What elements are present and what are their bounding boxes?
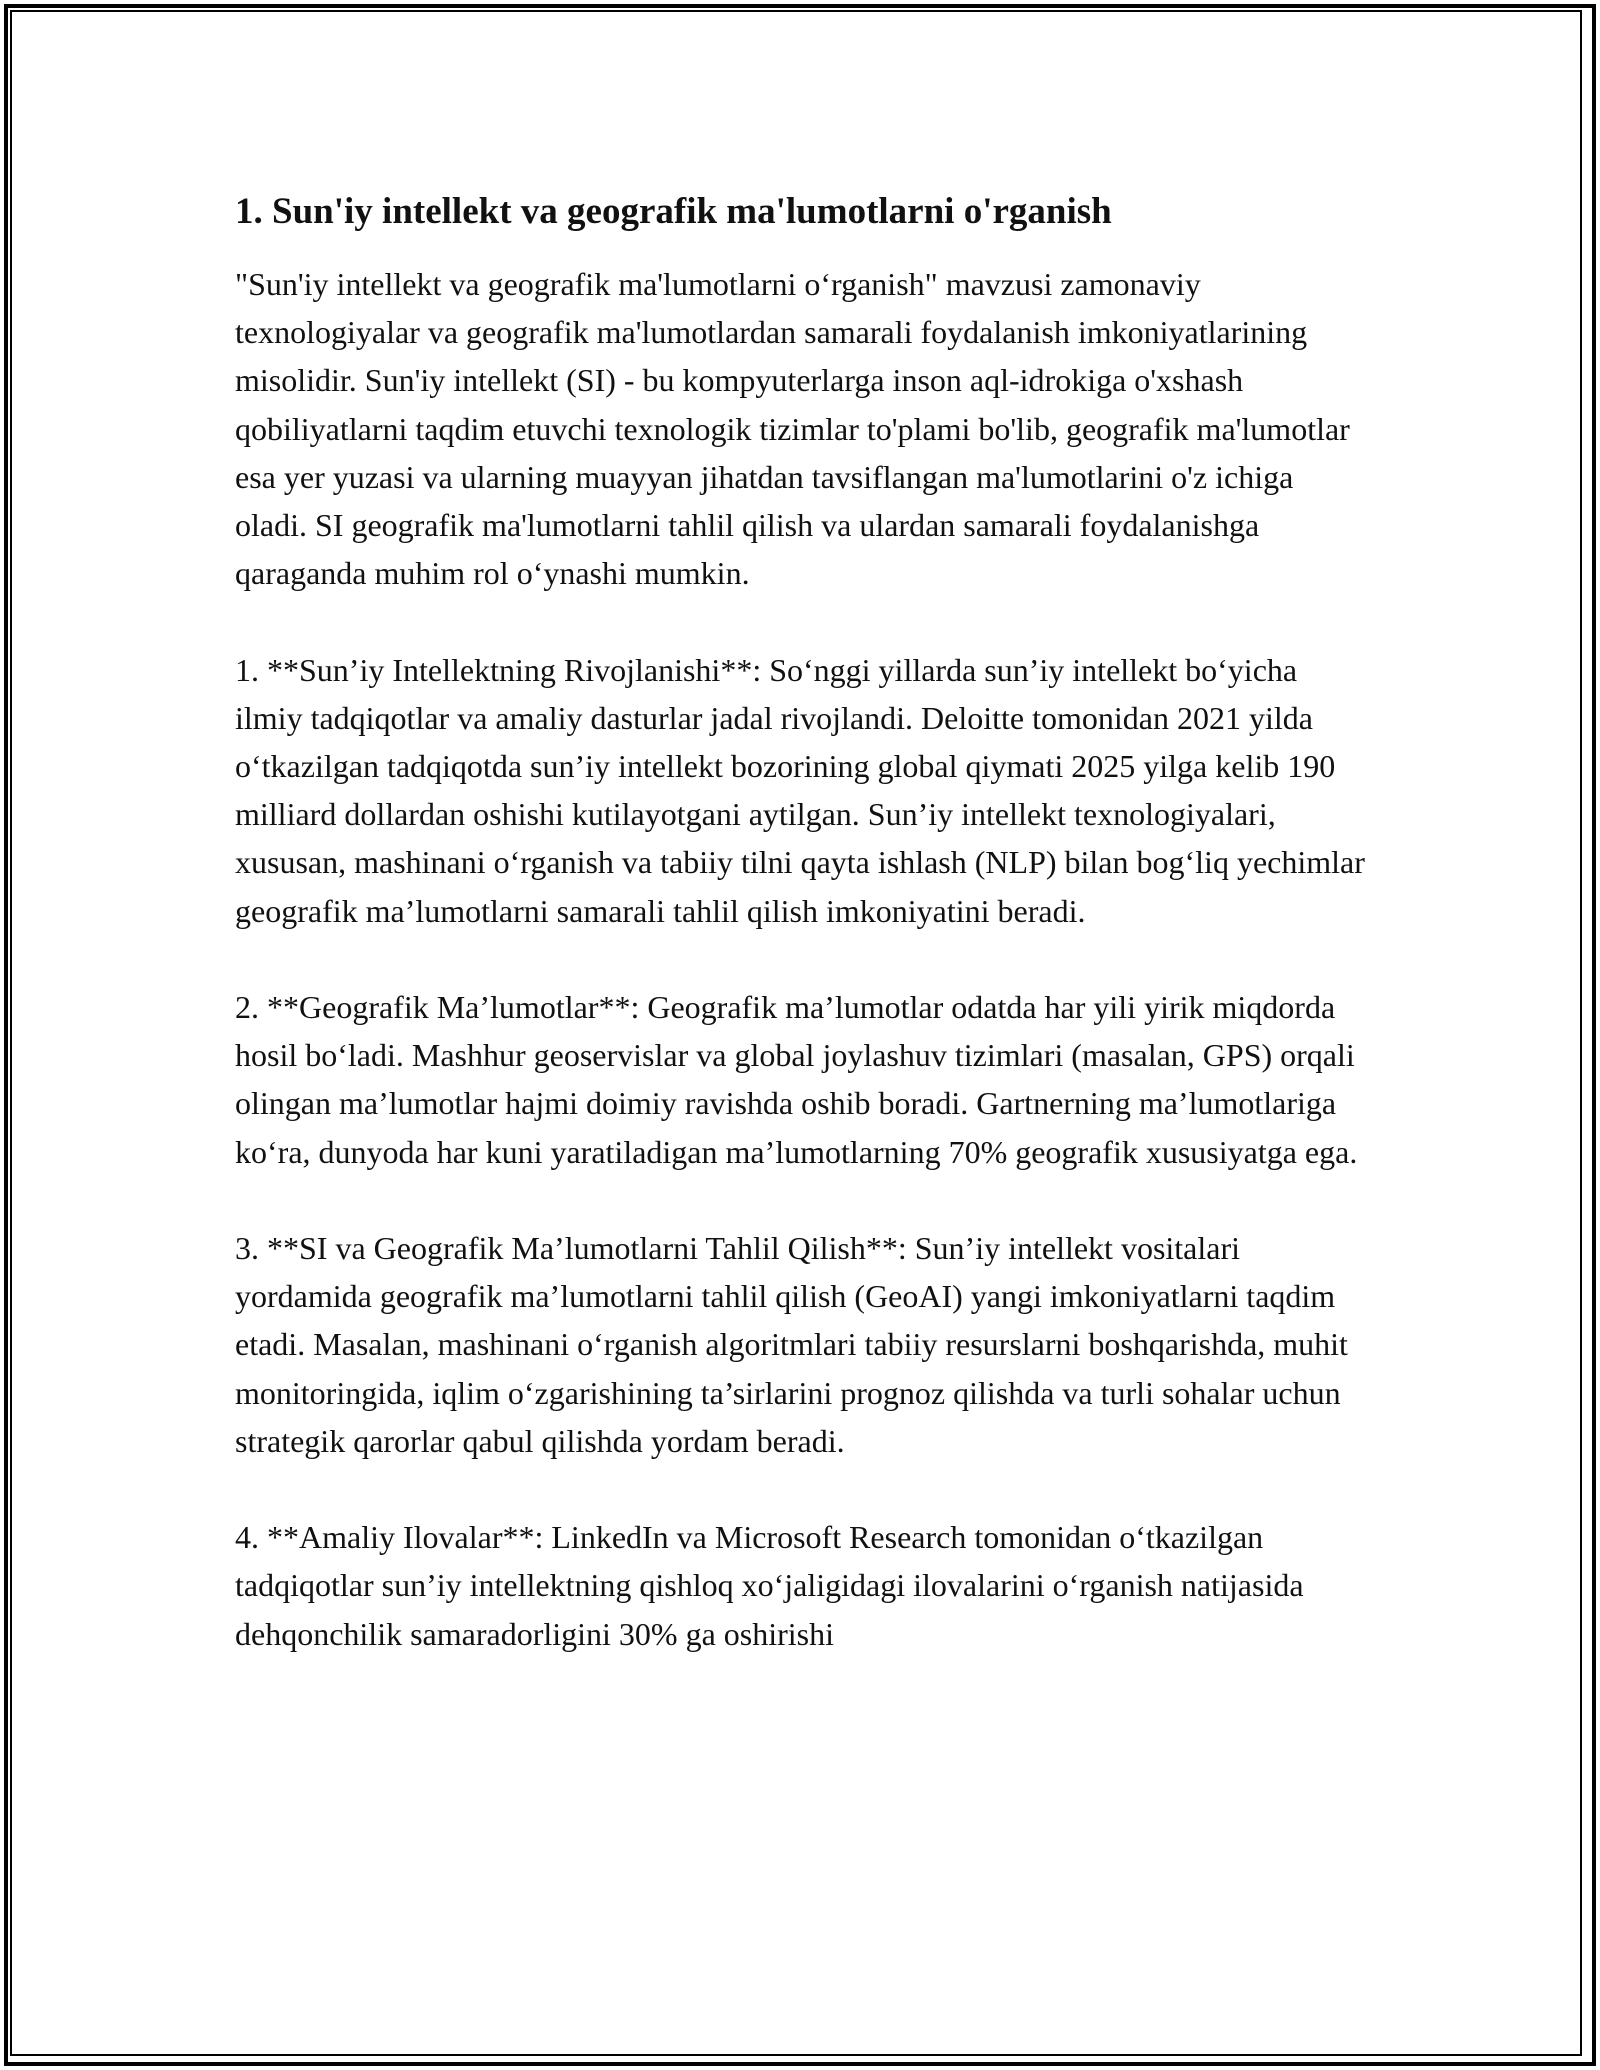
paragraph-ai-development: 1. **Sun’iy Intellektning Rivojlanishi**: Soʻnggi yillarda sun’iy intellekt boʻyicha ilmiy tadqiqotlar va amaliy dasturlar jadal rivojlandi. Deloitte tomonidan 2021 yilda oʻtkazilgan tadqiqotda sun’iy intellekt bozorining global qiymati 2025 yilga kelib 190 milliard dollardan oshishi kutilayotgani aytilgan. Sun’iy intellekt texnologiyalari, xususan, mashinani oʻrganish va tabiiy tilni qayta ishlash (NLP) bilan bogʻliq yechimlar geografik ma’lumotlarni samarali tahlil qilish imkoniyatini beradi. [235,651,1365,929]
paragraph-geoai-analysis: 3. **SI va Geografik Ma’lumotlarni Tahlil Qilish**: Sun’iy intellekt vositalari yordamida geografik ma’lumotlarni tahlil qilish (GeoAI) yangi imkoniyatlarni taqdim etadi. Masalan, mashinani oʻrganish algoritmlari tabiiy resurslarni boshqarishda, muhit monitoringida, iqlim oʻzgarishining ta’sirlarini prognoz qilishda va turli sohalar uchun strategik qarorlar qabul qilishda yordam beradi. [235,1230,1348,1459]
paragraph-geographic-data: 2. **Geografik Ma’lumotlar**: Geografik ma’lumotlar odatda har yili yirik miqdorda hosil boʻladi. Mashhur geoservislar va global joylashuv tizimlari (masalan, GPS) orqali olingan ma’lumotlar hajmi doimiy ravishda oshib boradi. Gartnerning ma’lumotlariga koʻra, dunyoda har kuni yaratiladigan ma’lumotlarning 70% geografik xususiyatga ega. [235,989,1358,1170]
paragraph-spacer [235,597,1365,645]
document-body [235,186,1365,1658]
intro-paragraph: "Sun'iy intellekt va geografik ma'lumotlarni oʻrganish" mavzusi zamonaviy texnologiyalar va geografik ma'lumotlardan samarali foydalanish imkoniyatlarining misolidir. Sun'iy intellekt (SI) - bu kompyuterlarga inson aql-idrokiga o'xshash qobiliyatlarni taqdim etuvchi texnologik tizimlar to'plami bo'lib, geografik ma'lumotlar esa yer yuzasi va ularning muayyan jihatdan tavsiflangan ma'lumotlarini o'z ichiga oladi. SI geografik ma'lumotlarni tahlil qilish va ulardan samarali foydalanishga qaraganda muhim rol oʻynashi mumkin. [235,266,1350,592]
paragraph-practical-applications: 4. **Amaliy Ilovalar**: LinkedIn va Microsoft Research tomonidan oʻtkazilgan tadqiqotlar sun’iy intellektning qishloq xoʻjaligidagi ilovalarini oʻrganish natijasida dehqonchilik samaradorligini 30% ga oshirishi [235,1519,1304,1652]
paragraph-spacer [235,1465,1365,1513]
section-heading: 1. Sun'iy intellekt va geografik ma'lumotlarni o'rganish [235,191,1112,232]
paragraph-spacer [235,935,1365,983]
paragraph-spacer [235,1176,1365,1224]
